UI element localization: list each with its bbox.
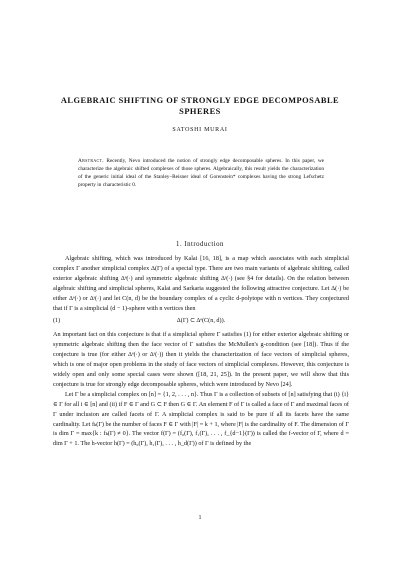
paragraph: Algebraic shifting, which was introduced by Kalai [16, 18], is a map which associates with each simplicial complex Γ another simplicial complex Δ(Γ) of a special type. There are two main variants of algebraic shifting, called exterior algebraic shifting Δᵉ(·) and symmetric algebraic shifting Δˢ(·) (see §4 for details). On the relation between algebraic shifting and simplicial spheres, Kalai and Sarkaria suggested the following attractive conjecture. Let Δ(·) be either Δᵉ(·) or Δˢ(·) and let C(n, d) be the boundary complex of a cyclic d-polytope with n vertices. They conjectured that if Γ is a simplicial (d − 1)-sphere with n vertices then [53,255,349,312]
page-number: 1 [198,515,202,521]
author-name: SATOSHI MURAI [172,127,228,133]
abstract-text: Recently, Nevo introduced the notion of strongly edge decomposable spheres. In this paper, we characterize the algebraic shifted complexes of those spheres. Algebraically, this result yields the characterization of the generic initial ideal of the Stanley–Reisner ideal of Gorenstein* complexes having the strong Lefschetz property in characteristic 0. [78,158,324,189]
paragraph: An important fact on this conjecture is that if a simplicial sphere Γ satisfies (1) for either exterior algebraic shifting or symmetric algebraic shifting then the face vector of Γ satisfies the McMullen's g-condition (see [18]). Thus if the conjecture is true (for either Δᵉ(·) or Δˢ(·)) then it yields the characterization of face vectors of simplicial spheres, which is one of major open problems in the study of face vectors of simplicial complexes. However, this conjecture is widely open and only some special cases were shown ([18, 21, 25]). In the present paper, we will show that this conjecture is true for strongly edge decomposable spheres, which were introduced by Nevo [24]. [53,331,349,388]
abstract-label: Abstract. [78,158,104,164]
paragraph: Let Γ be a simplicial complex on [n] = {1, 2, . . . , n}. Thus Γ is a collection of subsets of [n] satisfying that (i) {i} ∈ Γ for all i ∈ [n] and (ii) if F ∈ Γ and G ⊂ F then G ∈ Γ. An element F of Γ is called a face of Γ and maximal faces of Γ under inclusion are called facets of Γ. A simplicial complex is said to be pure if all its facets have the same cardinality. Let fₖ(Γ) be the number of faces F ∈ Γ with |F| = k + 1, where |F| is the cardinality of F. The dimension of Γ is dim Γ = max{k : fₖ(Γ) ≠ 0}. The vector f(Γ) = (f₀(Γ), f₁(Γ), . . . , f_{d−1}(Γ)) is called the f-vector of Γ, where d = dim Γ + 1. The h-vector h(Γ) = (h₀(Γ), h₁(Γ), . . . , h_d(Γ)) of Γ is defined by the [53,390,349,448]
equation-number: (1) [53,317,61,325]
paper-title: ALGEBRAIC SHIFTING OF STRONGLY EDGE DECOMPOSABLE SPHERES [60,96,340,116]
body-text [53,254,349,449]
abstract [78,157,324,189]
section-heading: 1. Introduction [176,241,224,248]
equation-expression: Δ(Γ) ⊂ Δᵉ(C(n, d)). [176,317,226,325]
equation [53,316,349,326]
